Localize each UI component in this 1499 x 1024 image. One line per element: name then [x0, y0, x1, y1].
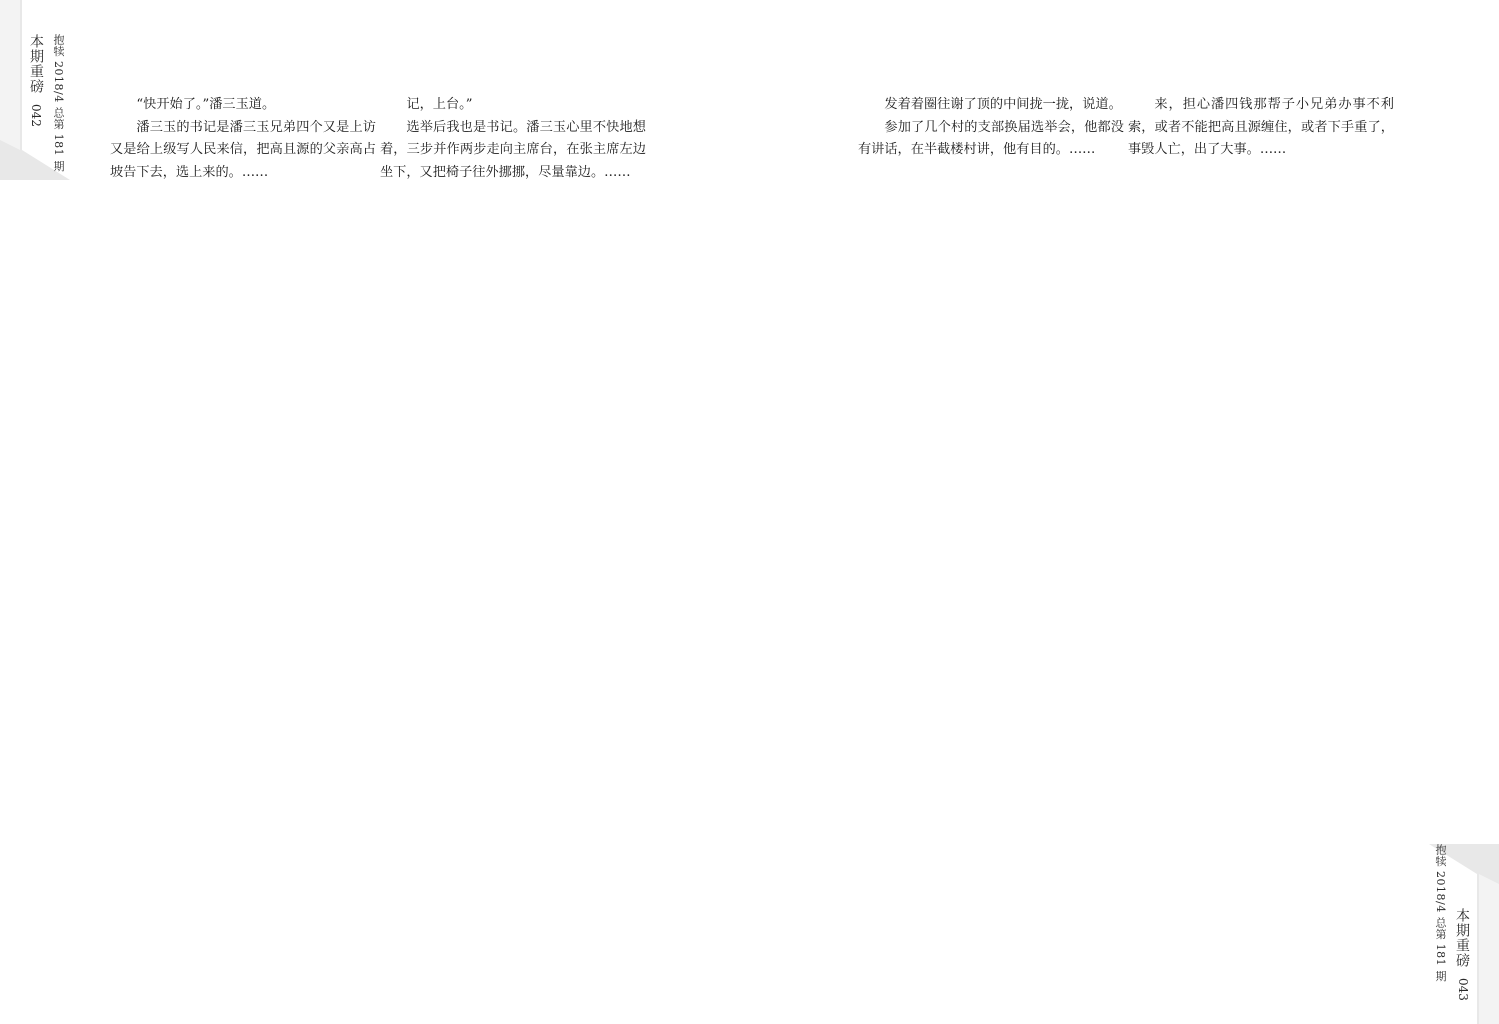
paragraph: 来，担心潘四钱那帮子小兄弟办事不利索，或者不能把高且源缠住，或者下手重了，事毁人亡，出了大事。…… [1128, 97, 1394, 158]
text-column-1 [110, 94, 376, 974]
left-page-number: 042 [29, 104, 43, 127]
paragraph: 选举后我也是书记。潘三玉心里不快地想着，三步并作两步走向主席台，在张主席左边坐下，又把椅子往外挪挪，尽量靠边。…… [380, 119, 646, 180]
right-page-number: 043 [1456, 978, 1470, 1001]
text-column-2 [380, 94, 646, 974]
text-column-4 [1128, 94, 1394, 974]
paragraph: “快开始了。”潘三玉道。 [136, 97, 276, 112]
text-column-3 [858, 94, 1124, 974]
right-issue-info: 抱犊 2018/4 总第 181 期 [1434, 844, 1447, 982]
paragraph: 潘三玉的书记是潘三玉兄弟四个又是上访又是给上级写人民来信，把高且源的父亲高占坡告下去，选上来的。…… [110, 119, 376, 180]
paragraph: 记，上台。” [406, 97, 473, 112]
paragraph: 参加了几个村的支部换届选举会，他都没有讲话，在半截楼村讲，他有目的。…… [858, 119, 1124, 158]
right-section-title: 本期重磅 [1454, 908, 1470, 968]
left-issue-info: 抱犊 2018/4 总第 181 期 [52, 34, 65, 172]
left-section-title: 本期重磅 [28, 34, 44, 94]
paragraph: 发着着圈往谢了顶的中间拢一拢，说道。 [884, 97, 1122, 112]
